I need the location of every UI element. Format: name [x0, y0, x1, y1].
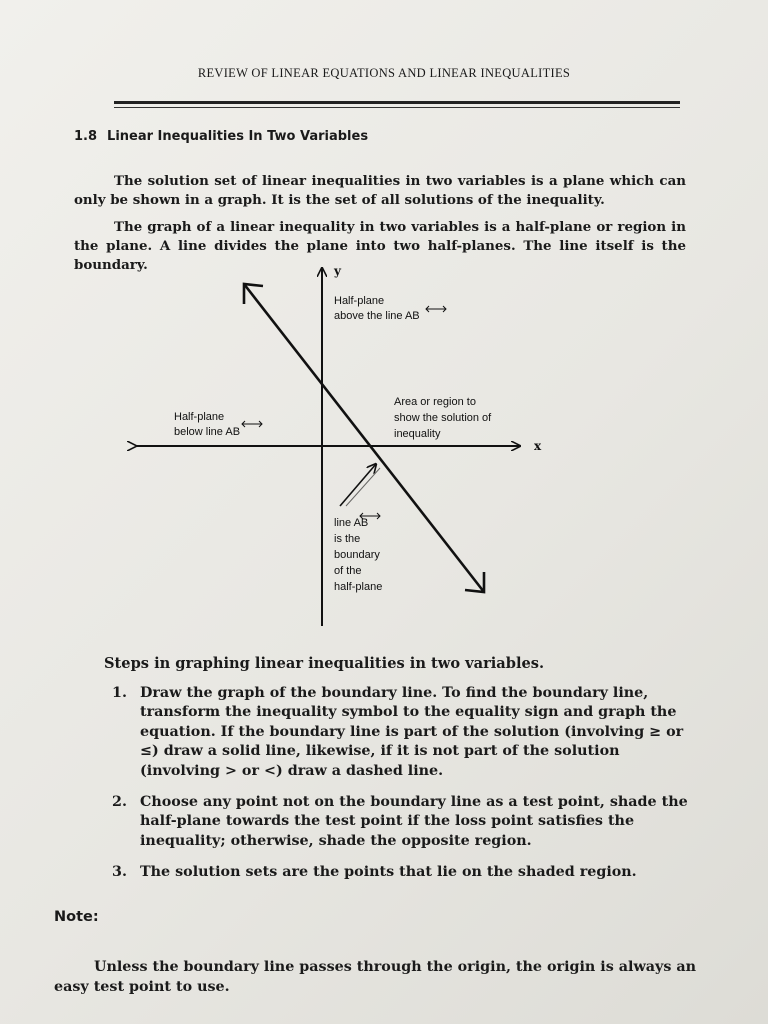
region-label-line1: Area or region to — [394, 396, 476, 408]
x-axis-label: x — [534, 439, 542, 453]
note-heading: Note: — [54, 909, 99, 925]
step-item: 2. Choose any point not on the boundary line as a test point, shade the half-plane towards the test point if the loss point satisfies the inequality; otherwise, shade the opposite region. — [112, 794, 688, 849]
paragraph-half-plane: The graph of a linear inequality in two variables is a half-plane or region in the plane. A line divides the plane into two half-planes. The line itself is the boundary. — [74, 219, 686, 274]
pointer-arrow-shadow — [346, 468, 380, 506]
region-label-line3: inequality — [394, 428, 441, 440]
running-head: REVIEW OF LINEAR EQUATIONS AND LINEAR INEQUALITIES — [197, 66, 571, 80]
steps-list — [104, 684, 694, 883]
header-rule-thin — [114, 107, 680, 108]
step-item: 1. Draw the graph of the boundary line. To find the boundary line, transform the inequality symbol to the equality sign and graph the equation. If the boundary line is part of the solution (involving ≥ or ≤) draw a solid line, likewise, if it is not part of the solution (involving > or <) draw a dashed line. — [112, 685, 684, 779]
below-line-name: AB — [225, 426, 241, 438]
header-rule-thick — [114, 101, 680, 104]
boundary-line-ab — [244, 284, 484, 592]
pointer-arrow — [340, 464, 376, 506]
below-label-line2: below line AB — [174, 426, 241, 438]
steps-heading: Steps in graphing linear inequalities in two variables. — [104, 655, 545, 672]
y-axis-label: y — [334, 264, 341, 278]
above-line-name: AB — [404, 310, 420, 322]
boundary-label-line4: of the — [334, 565, 362, 577]
note-text: Unless the boundary line passes through the origin, the origin is always an easy test point to use. — [54, 959, 697, 995]
above-label-line1: Half-plane — [334, 295, 385, 307]
half-plane-diagram — [120, 260, 560, 632]
boundary-line-name: AB — [353, 517, 369, 529]
paragraph-solution-set: The solution set of linear inequalities in two variables is a plane which can only be shown in a graph. It is the set of all solutions of the inequality. — [74, 173, 686, 209]
section-heading — [74, 129, 368, 144]
above-label-line2: above the line AB — [334, 310, 420, 322]
section-title: Linear Inequalities In Two Variables — [107, 129, 369, 144]
step-item: 3. The solution sets are the points that lie on the shaded region. — [112, 864, 637, 881]
boundary-label-line3: boundary — [334, 549, 380, 561]
region-label-line2: show the solution of — [394, 412, 492, 424]
boundary-label-line5: half-plane — [334, 581, 383, 593]
section-number: 1.8 — [74, 129, 98, 144]
boundary-label-line1: line AB — [334, 517, 369, 529]
boundary-label-line2: is the — [334, 533, 361, 545]
below-label-line1: Half-plane — [174, 411, 225, 423]
